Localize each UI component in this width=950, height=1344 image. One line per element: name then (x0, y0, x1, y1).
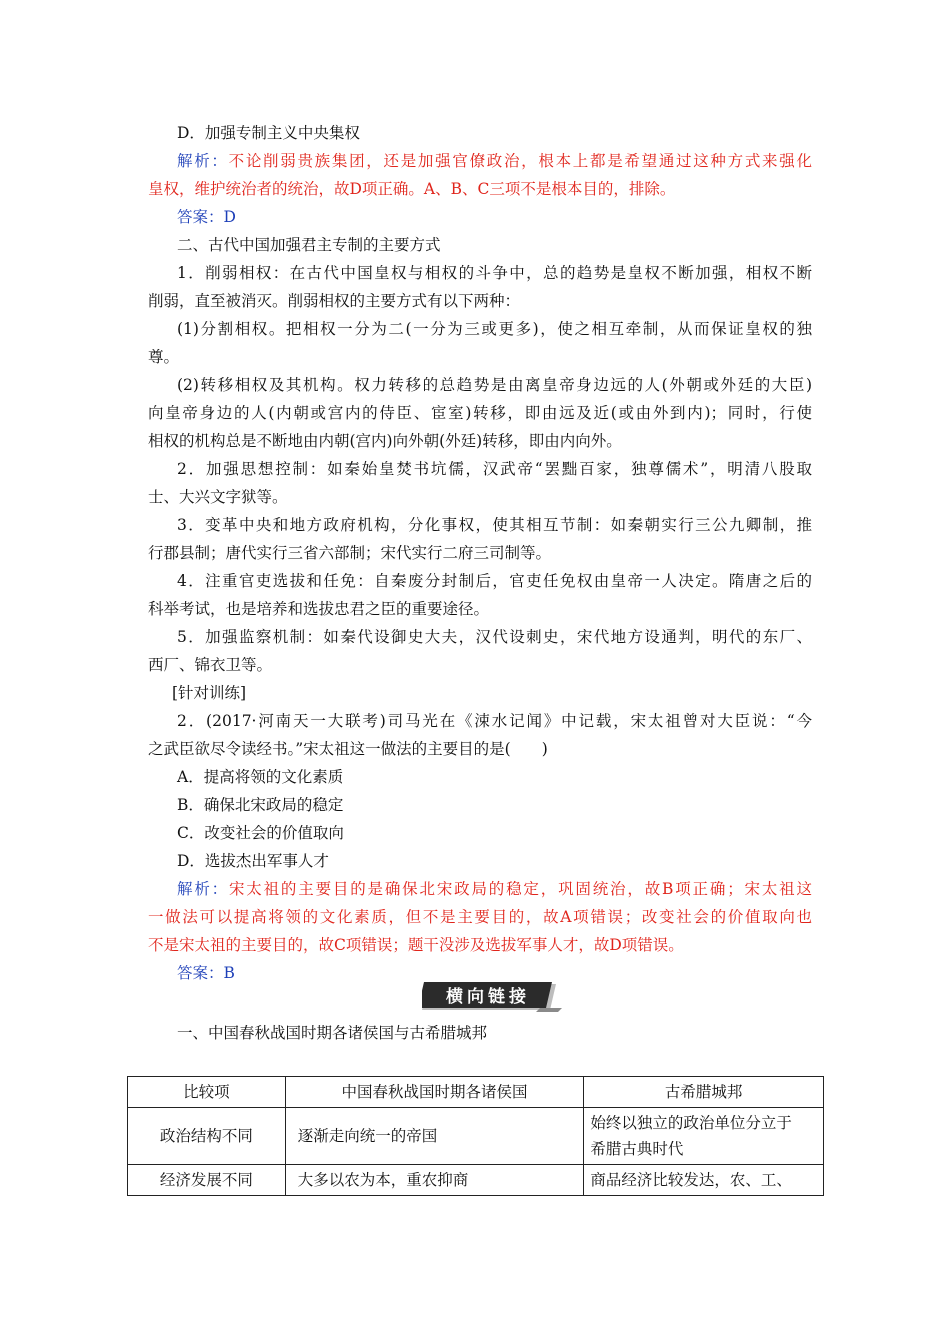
para-5-line-1: 5．加强监察机制：如秦代设御史大夫，汉代设刺史，宋代地方设通判，明代的东厂、 (177, 628, 812, 646)
para-2-line-2: 士、大兴文字狱等。 (148, 488, 288, 506)
comparison-table (127, 1076, 824, 1196)
analysis-text: 宋太祖的主要目的是确保北宋政局的稳定，巩固统治，故B项正确；宋太祖这 (228, 880, 812, 898)
section-heading: 二、古代中国加强君主专制的主要方式 (177, 236, 441, 254)
para-2-line-1: 2．加强思想控制：如秦始皇焚书坑儒，汉武帝“罢黜百家，独尊儒术”，明清八股取 (177, 460, 812, 478)
table-cell-item: 经济发展不同 (128, 1165, 286, 1196)
para-1b-line-1: (2)转移相权及其机构。权力转移的总趋势是由离皇帝身边远的人(外朝或外廷的大臣) (177, 376, 812, 394)
para-4-line-1: 4．注重官吏选拔和任免：自秦废分封制后，官吏任免权由皇帝一人决定。隋唐之后的 (177, 572, 812, 590)
section-banner (422, 982, 562, 1012)
table-header-cell: 中国春秋战国时期各诸侯国 (285, 1077, 584, 1108)
banner-title: 横向链接 (446, 987, 530, 1007)
table-cell-china: 大多以农为本，重农抑商 (285, 1165, 584, 1196)
para-1b-line-2: 向皇帝身边的人(内朝或宫内的侍臣、宦室)转移，即由远及近(或由外到内)；同时，行使 (148, 404, 812, 422)
analysis-2-line-2: 一做法可以提高将领的文化素质，但不是主要目的，故A项错误；改变社会的价值取向也 (148, 908, 812, 926)
answer-1: 答案：D (177, 208, 236, 226)
table-cell-item: 政治结构不同 (128, 1108, 286, 1165)
table-cell-greece (584, 1165, 824, 1196)
option-d-prev: D．加强专制主义中央集权 (177, 124, 360, 142)
table-row (128, 1165, 824, 1196)
option-c: C．改变社会的价值取向 (177, 824, 344, 842)
option-b: B．确保北宋政局的稳定 (177, 796, 344, 814)
analysis-label: 解析： (177, 152, 229, 170)
table-row (128, 1108, 824, 1165)
para-1-line-2: 削弱，直至被消灭。削弱相权的主要方式有以下两种： (148, 292, 521, 310)
answer-2: 答案：B (177, 964, 235, 982)
cell-line: 始终以独立的政治单位分立于 (590, 1114, 792, 1132)
table-header-cell: 古希腊城邦 (584, 1077, 824, 1108)
question-line-1: 2．(2017·河南天一大联考)司马光在《涑水记闻》中记载，宋太祖曾对大臣说：“今 (177, 712, 812, 730)
table-cell-china: 逐渐走向统一的帝国 (285, 1108, 584, 1165)
para-1a-line-1: (1)分割相权。把相权一分为二(一分为三或更多)，使之相互牵制，从而保证皇权的独 (177, 320, 812, 338)
section-link-heading: 一、中国春秋战国时期各诸侯国与古希腊城邦 (177, 1024, 488, 1042)
cell-line: 商品经济比较发达，农、工、 (590, 1171, 792, 1189)
analysis-label: 解析： (177, 880, 229, 898)
para-1-line-1: 1．削弱相权：在古代中国皇权与相权的斗争中，总的趋势是皇权不断加强，相权不断 (177, 264, 812, 282)
cell-line: 希腊古典时代 (590, 1140, 684, 1158)
para-3-line-2: 行郡县制；唐代实行三省六部制；宋代实行二府三司制等。 (148, 544, 552, 562)
analysis-text: 不论削弱贵族集团，还是加强官僚政治，根本上都是希望通过这种方式来强化 (228, 152, 812, 170)
analysis-2-line-1 (177, 878, 812, 900)
para-1a-line-2: 尊。 (148, 348, 180, 366)
training-label: [针对训练] (172, 684, 247, 702)
analysis-1-line-1 (177, 150, 812, 172)
para-1b-line-3: 相权的机构总是不断地由内朝(宫内)向外朝(外廷)转移，即由内向外。 (148, 432, 622, 450)
analysis-1-line-2: 皇权，维护统治者的统治，故D项正确。A、B、C三项不是根本目的，排除。 (148, 180, 676, 198)
para-5-line-2: 西厂、锦衣卫等。 (148, 656, 273, 674)
table-header-row (128, 1077, 824, 1108)
table-header-cell: 比较项 (128, 1077, 286, 1108)
para-4-line-2: 科举考试，也是培养和选拔忠君之臣的重要途径。 (148, 600, 490, 618)
option-d: D．选拔杰出军事人才 (177, 852, 329, 870)
para-3-line-1: 3．变革中央和地方政府机构，分化事权，使其相互节制：如秦朝实行三公九卿制，推 (177, 516, 812, 534)
question-line-2: 之武臣欲尽令读经书。”宋太祖这一做法的主要目的是( ) (148, 740, 548, 758)
option-a: A．提高将领的文化素质 (177, 768, 344, 786)
analysis-2-line-3: 不是宋太祖的主要目的，故C项错误；题干没涉及选拔军事人才，故D项错误。 (148, 936, 684, 954)
table-cell-greece (584, 1108, 824, 1165)
